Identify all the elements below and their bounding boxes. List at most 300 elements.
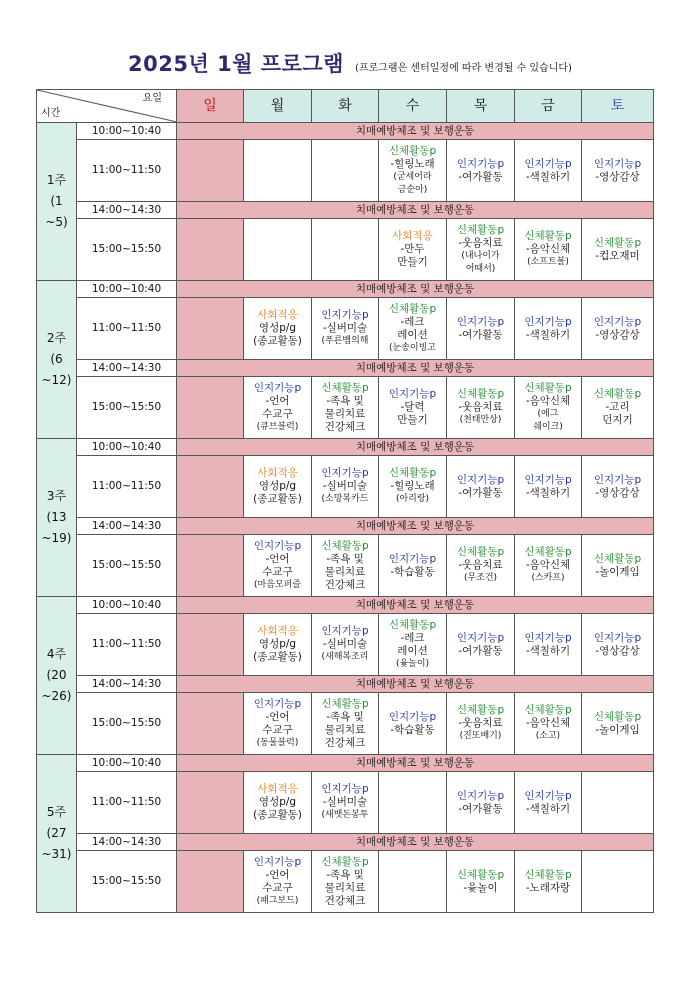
program-row: [37, 693, 654, 755]
exercise-band: 치매예방체조 및 보행운동: [177, 202, 654, 219]
program-cell: [312, 298, 379, 360]
program-row: [37, 614, 654, 676]
program-category: 인지기능p: [388, 710, 437, 723]
program-category: 사회적응: [392, 230, 433, 242]
program-cell: [177, 851, 244, 913]
page-title: [0, 48, 700, 78]
program-text: (종교활동): [253, 493, 302, 505]
program-category: 인지기능p: [388, 552, 437, 565]
program-text: -여가활동: [458, 802, 503, 815]
program-cell: [244, 456, 312, 518]
program-cell: [379, 851, 447, 913]
program-cell: [312, 851, 379, 913]
program-text: -족욕 및: [326, 868, 364, 881]
program-category: 신체활동p: [524, 381, 572, 394]
program-text: -족욕 및: [326, 710, 364, 723]
program-category: 신체활동p: [388, 467, 437, 479]
program-text: 물리치료: [324, 565, 366, 578]
time-slot: 15:00~15:50: [77, 693, 177, 755]
program-cell: [582, 456, 654, 518]
program-text: -레크: [400, 631, 425, 644]
program-cell: [447, 456, 515, 518]
week-label-line: (1: [50, 194, 63, 208]
week-label: [37, 123, 77, 281]
program-cell: [312, 377, 379, 439]
program-text: -영상감상: [595, 486, 640, 499]
program-category: 인지기능p: [388, 388, 437, 400]
program-text: 수교구: [262, 565, 293, 578]
program-row: [37, 298, 654, 360]
program-cell: [177, 219, 244, 281]
program-text: -실버미술: [322, 322, 368, 334]
program-category: 신체활동p: [388, 618, 437, 631]
program-text: -색칠하기: [525, 486, 571, 499]
program-cell: [177, 772, 244, 834]
day-header: 금: [515, 90, 582, 123]
program-category: 인지기능p: [524, 473, 572, 486]
week-label-line: (13: [46, 510, 67, 524]
program-text: -달력: [400, 401, 425, 413]
band-row: [37, 123, 654, 140]
program-cell: [515, 298, 582, 360]
program-cell: [582, 614, 654, 676]
program-text: 수교구: [262, 723, 293, 736]
program-text: 만들기: [397, 414, 428, 426]
program-note: (눈송이빙고: [389, 342, 436, 353]
program-cell: [447, 614, 515, 676]
program-cell: [177, 456, 244, 518]
time-slot: 10:00~10:40: [77, 123, 177, 140]
week-label-line: ~5): [45, 215, 68, 229]
program-row: [37, 456, 654, 518]
program-category: 인지기능p: [321, 625, 369, 637]
program-category: 인지기능p: [253, 539, 302, 552]
program-text: -음악신체: [525, 243, 571, 255]
program-text: -실버미술: [322, 480, 368, 492]
program-note: (푸른뱀의해: [321, 336, 369, 346]
program-text: -학습활동: [390, 565, 435, 578]
program-text: -노래자랑: [525, 881, 571, 894]
week-label-line: ~31): [41, 847, 72, 861]
band-row: [37, 676, 654, 693]
program-note: (진또배기): [459, 731, 502, 741]
program-text: -언어: [265, 868, 290, 881]
program-text: -놀이게임: [595, 565, 640, 578]
program-note: 어때서): [465, 263, 496, 274]
program-cell: [244, 772, 312, 834]
program-text: 건강체크: [324, 736, 366, 749]
program-category: 신체활동p: [593, 388, 642, 400]
program-category: 신체활동p: [593, 236, 642, 249]
program-cell: [582, 772, 654, 834]
program-category: 인지기능p: [593, 631, 642, 644]
program-note: (소프트볼): [527, 257, 569, 267]
program-cell: [582, 535, 654, 597]
program-cell: [447, 298, 515, 360]
program-row: [37, 377, 654, 439]
exercise-band: 치매예방체조 및 보행운동: [177, 439, 654, 456]
program-category: 신체활동p: [388, 144, 437, 157]
program-cell: [582, 377, 654, 439]
program-cell: [244, 535, 312, 597]
time-slot: 10:00~10:40: [77, 281, 177, 298]
header-corner: [37, 90, 177, 123]
program-note: (마음모퍼즐: [254, 579, 301, 590]
program-text: 수교구: [262, 881, 293, 894]
time-slot: 14:00~14:30: [77, 202, 177, 219]
program-row: [37, 772, 654, 834]
program-category: 신체활동p: [524, 868, 572, 881]
subtitle-text: (프로그램은 센터일정에 따라 변경될 수 있습니다): [355, 63, 572, 74]
day-header: 토: [582, 90, 654, 123]
time-axis-label: 시간: [41, 108, 61, 119]
program-text: -컵오재미: [595, 249, 640, 262]
program-text: -웃음치료: [458, 717, 503, 729]
program-cell: [177, 298, 244, 360]
time-slot: 11:00~11:50: [77, 772, 177, 834]
program-cell: [177, 140, 244, 202]
time-slot: 15:00~15:50: [77, 535, 177, 597]
program-text: -음악신체: [525, 717, 571, 729]
program-category: 인지기능p: [593, 157, 642, 170]
band-row: [37, 360, 654, 377]
program-text: 수교구: [262, 407, 293, 420]
program-category: 사회적응: [257, 467, 298, 479]
program-category: 인지기능p: [456, 315, 505, 328]
program-text: -여가활동: [458, 170, 503, 183]
program-text: (종교활동): [253, 651, 302, 663]
program-cell: [379, 219, 447, 281]
program-cell: [379, 456, 447, 518]
band-row: [37, 755, 654, 772]
time-slot: 15:00~15:50: [77, 219, 177, 281]
program-category: 신체활동p: [524, 230, 572, 242]
program-cell: [312, 219, 379, 281]
day-header: 월: [244, 90, 312, 123]
program-text: 영성p/g: [258, 322, 297, 334]
program-text: -여가활동: [458, 328, 503, 341]
program-note: (소망복카드: [321, 494, 369, 504]
program-note: (패그보드): [256, 895, 299, 906]
program-text: -웃음치료: [458, 236, 503, 249]
program-cell: [244, 693, 312, 755]
program-text: -실버미술: [322, 796, 368, 808]
program-text: -족욕 및: [326, 394, 364, 407]
program-note: (큐브블럭): [256, 421, 299, 432]
program-text: -웃음치료: [458, 401, 503, 413]
program-cell: [447, 219, 515, 281]
program-note: 금순아): [397, 184, 428, 195]
program-category: 신체활동p: [593, 710, 642, 723]
program-cell: [582, 140, 654, 202]
program-cell: [515, 535, 582, 597]
week-label-line: 4주: [46, 647, 67, 661]
program-cell: [447, 851, 515, 913]
program-cell: [515, 140, 582, 202]
program-cell: [515, 377, 582, 439]
time-slot: 14:00~14:30: [77, 518, 177, 535]
program-cell: [447, 693, 515, 755]
week-label: [37, 439, 77, 597]
program-note: (소고): [535, 731, 561, 741]
time-slot: 14:00~14:30: [77, 676, 177, 693]
week-label-line: (6: [50, 352, 63, 366]
program-category: 인지기능p: [524, 789, 572, 802]
program-category: 인지기능p: [456, 789, 505, 802]
program-cell: [515, 219, 582, 281]
program-category: 신체활동p: [524, 546, 572, 558]
program-text: -힐링노래: [390, 480, 435, 492]
program-note: (내나이가: [461, 250, 500, 261]
program-cell: [515, 456, 582, 518]
exercise-band: 치매예방체조 및 보행운동: [177, 360, 654, 377]
program-text: -웃음치료: [458, 559, 503, 571]
program-text: -여가활동: [458, 486, 503, 499]
program-cell: [582, 851, 654, 913]
program-text: 건강체크: [324, 578, 366, 591]
program-cell: [312, 140, 379, 202]
time-slot: 10:00~10:40: [77, 597, 177, 614]
week-label: [37, 755, 77, 913]
program-note: (천태만상): [459, 415, 502, 425]
exercise-band: 치매예방체조 및 보행운동: [177, 755, 654, 772]
program-cell: [515, 772, 582, 834]
program-cell: [582, 693, 654, 755]
program-text: -윷놀이: [463, 881, 498, 894]
program-cell: [244, 377, 312, 439]
day-axis-label: 요일: [142, 93, 162, 104]
program-category: 신체활동p: [321, 855, 369, 868]
time-slot: 10:00~10:40: [77, 439, 177, 456]
program-cell: [244, 140, 312, 202]
program-category: 신체활동p: [524, 704, 572, 716]
program-category: 인지기능p: [456, 473, 505, 486]
program-text: -색칠하기: [525, 644, 571, 657]
program-category: 신체활동p: [388, 302, 437, 315]
time-slot: 15:00~15:50: [77, 851, 177, 913]
program-category: 신체활동p: [321, 539, 369, 552]
week-label: [37, 281, 77, 439]
program-text: -실버미술: [322, 638, 368, 650]
program-category: 인지기능p: [253, 855, 302, 868]
program-cell: [244, 614, 312, 676]
exercise-band: 치매예방체조 및 보행운동: [177, 123, 654, 140]
program-cell: [177, 535, 244, 597]
week-label-line: ~12): [41, 373, 72, 387]
program-category: 인지기능p: [321, 783, 369, 795]
program-cell: [379, 772, 447, 834]
program-cell: [447, 772, 515, 834]
program-category: 신체활동p: [456, 388, 505, 400]
time-slot: 15:00~15:50: [77, 377, 177, 439]
program-text: -족욕 및: [326, 552, 364, 565]
program-text: -색칠하기: [525, 328, 571, 341]
band-row: [37, 202, 654, 219]
program-text: (종교활동): [253, 809, 302, 821]
program-text: 만들기: [397, 256, 428, 268]
day-header: 화: [312, 90, 379, 123]
program-category: 인지기능p: [524, 315, 572, 328]
program-note: (동물블럭): [256, 737, 299, 748]
program-text: -언어: [265, 394, 290, 407]
exercise-band: 치매예방체조 및 보행운동: [177, 597, 654, 614]
program-cell: [447, 140, 515, 202]
program-text: -고리: [605, 401, 630, 413]
program-category: 신체활동p: [321, 381, 369, 394]
program-text: -학습활동: [390, 723, 435, 736]
program-category: 인지기능p: [253, 697, 302, 710]
program-cell: [312, 456, 379, 518]
program-text: -영상감상: [595, 644, 640, 657]
program-cell: [582, 219, 654, 281]
week-label-line: (27: [46, 826, 67, 840]
program-text: -색칠하기: [525, 170, 571, 183]
program-cell: [515, 614, 582, 676]
time-slot: 11:00~11:50: [77, 456, 177, 518]
day-header: 일: [177, 90, 244, 123]
program-text: -색칠하기: [525, 802, 571, 815]
program-text: -영상감상: [595, 170, 640, 183]
program-category: 인지기능p: [321, 309, 369, 321]
program-category: 인지기능p: [524, 157, 572, 170]
day-header: 수: [379, 90, 447, 123]
program-cell: [379, 140, 447, 202]
program-text: 레이션: [397, 644, 428, 657]
exercise-band: 치매예방체조 및 보행운동: [177, 518, 654, 535]
program-note: 쉐이크): [533, 421, 563, 432]
band-row: [37, 834, 654, 851]
program-text: 던지기: [602, 414, 633, 426]
time-slot: 11:00~11:50: [77, 614, 177, 676]
program-text: 영성p/g: [258, 638, 297, 650]
program-cell: [312, 772, 379, 834]
time-slot: 11:00~11:50: [77, 140, 177, 202]
program-category: 신체활동p: [456, 223, 505, 236]
program-note: (굳세어라: [393, 171, 432, 182]
program-cell: [379, 693, 447, 755]
program-text: -음악신체: [525, 394, 571, 407]
program-note: (스카프): [531, 573, 565, 583]
program-cell: [379, 535, 447, 597]
program-text: 영성p/g: [258, 796, 297, 808]
program-text: -만두: [400, 243, 425, 255]
program-category: 인지기능p: [253, 381, 302, 394]
program-category: 신체활동p: [456, 546, 505, 558]
program-text: (종교활동): [253, 335, 302, 347]
program-text: -언어: [265, 552, 290, 565]
week-label-line: ~19): [41, 531, 72, 545]
week-label-line: 2주: [46, 331, 67, 345]
program-cell: [244, 219, 312, 281]
title-text: 2025년 1월 프로그램: [128, 52, 344, 76]
program-row: [37, 851, 654, 913]
program-text: -영상감상: [595, 328, 640, 341]
time-slot: 14:00~14:30: [77, 360, 177, 377]
program-cell: [312, 535, 379, 597]
program-cell: [447, 377, 515, 439]
program-note: (새뱃돈봉투: [321, 810, 369, 820]
program-cell: [515, 693, 582, 755]
time-slot: 14:00~14:30: [77, 834, 177, 851]
program-cell: [515, 851, 582, 913]
program-category: 인지기능p: [456, 631, 505, 644]
program-cell: [244, 298, 312, 360]
program-cell: [244, 851, 312, 913]
program-cell: [177, 693, 244, 755]
program-text: 건강체크: [324, 420, 366, 433]
program-cell: [312, 693, 379, 755]
program-text: 물리치료: [324, 407, 366, 420]
program-category: 인지기능p: [593, 473, 642, 486]
band-row: [37, 518, 654, 535]
program-text: 레이션: [397, 328, 428, 341]
exercise-band: 치매예방체조 및 보행운동: [177, 676, 654, 693]
week-label-line: (20: [46, 668, 67, 682]
program-cell: [312, 614, 379, 676]
program-text: 영성p/g: [258, 480, 297, 492]
program-row: [37, 535, 654, 597]
band-row: [37, 439, 654, 456]
schedule-table: [36, 89, 654, 913]
program-text: -놀이게임: [595, 723, 640, 736]
program-text: -레크: [400, 315, 425, 328]
week-label: [37, 597, 77, 755]
program-cell: [379, 377, 447, 439]
program-category: 사회적응: [257, 309, 298, 321]
program-note: (윷놀이): [395, 658, 430, 669]
program-category: 신체활동p: [456, 868, 505, 881]
program-note: (무조건): [463, 573, 498, 583]
week-label-line: ~26): [41, 689, 72, 703]
program-note: (새해복조리: [321, 652, 369, 662]
program-cell: [447, 535, 515, 597]
program-category: 인지기능p: [524, 631, 572, 644]
header-row: [37, 90, 654, 123]
exercise-band: 치매예방체조 및 보행운동: [177, 834, 654, 851]
week-label-line: 3주: [46, 489, 67, 503]
program-row: [37, 219, 654, 281]
day-header: 목: [447, 90, 515, 123]
program-text: 건강체크: [324, 894, 366, 907]
program-text: -음악신체: [525, 559, 571, 571]
program-category: 사회적응: [257, 783, 298, 795]
program-text: 물리치료: [324, 723, 366, 736]
program-text: -힐링노래: [390, 157, 435, 170]
program-note: (에그: [537, 408, 559, 419]
program-category: 신체활동p: [593, 552, 642, 565]
program-text: -언어: [265, 710, 290, 723]
program-text: 물리치료: [324, 881, 366, 894]
time-slot: 11:00~11:50: [77, 298, 177, 360]
program-note: (아리랑): [395, 494, 430, 504]
program-category: 신체활동p: [456, 704, 505, 716]
program-category: 인지기능p: [456, 157, 505, 170]
program-cell: [177, 377, 244, 439]
program-category: 인지기능p: [321, 467, 369, 479]
time-slot: 10:00~10:40: [77, 755, 177, 772]
band-row: [37, 281, 654, 298]
program-cell: [379, 298, 447, 360]
exercise-band: 치매예방체조 및 보행운동: [177, 281, 654, 298]
week-label-line: 5주: [46, 805, 67, 819]
program-cell: [177, 614, 244, 676]
program-text: -여가활동: [458, 644, 503, 657]
program-cell: [379, 614, 447, 676]
program-cell: [582, 298, 654, 360]
program-category: 신체활동p: [321, 697, 369, 710]
program-category: 사회적응: [257, 625, 298, 637]
week-label-line: 1주: [46, 173, 67, 187]
